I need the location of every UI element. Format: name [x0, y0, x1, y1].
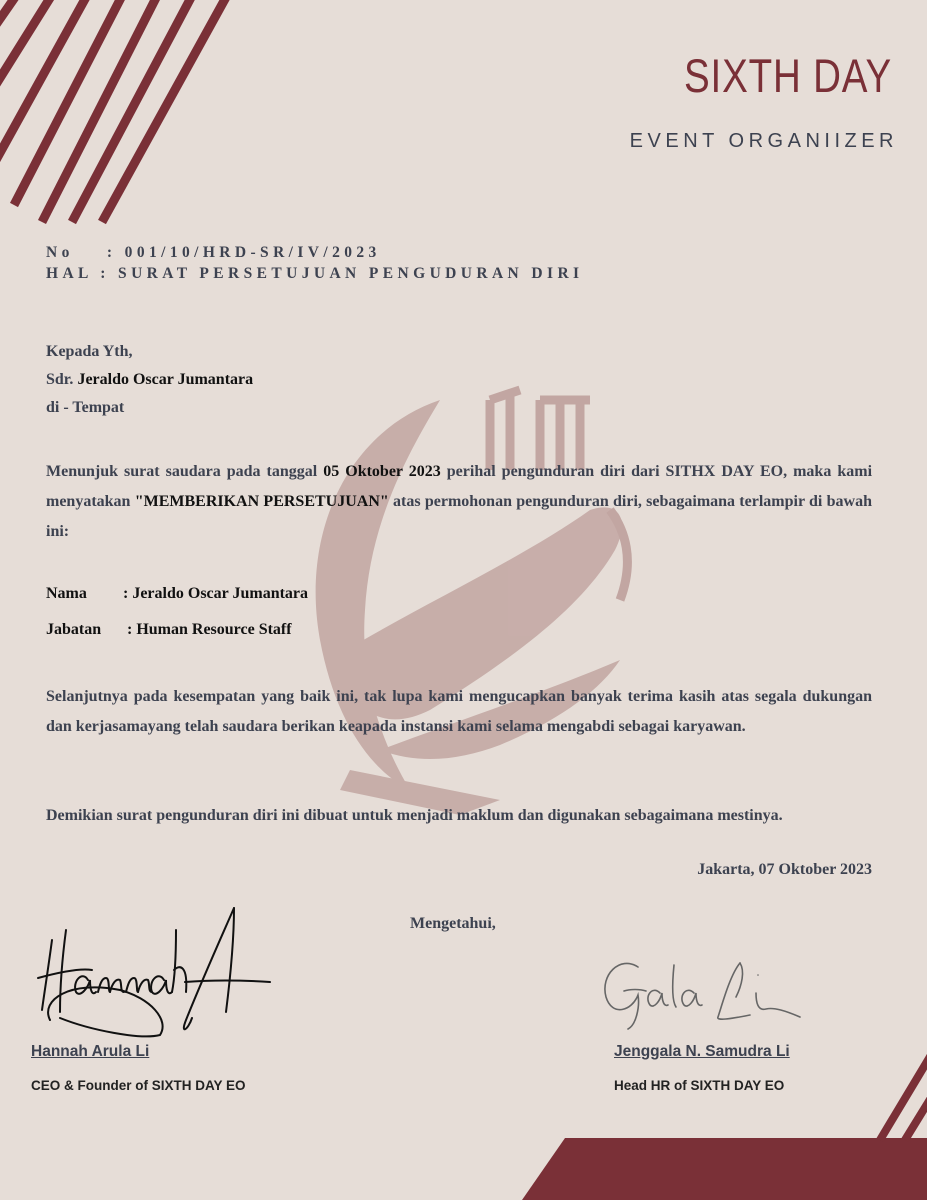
p1-approval-quote: "MEMBERIKAN PERSETUJUAN" [134, 493, 389, 510]
detail-name-label: Nama [46, 585, 87, 602]
brand-name: SIXTH DAY [684, 49, 892, 102]
recipient-greeting: Kepada Yth, [46, 343, 133, 360]
body-paragraph-3: Demikian surat pengunduran diri ini dibuat untuk menjadi maklum dan digunakan sebagaimana mestinya. [46, 807, 783, 824]
signatory-2-title: Head HR of SIXTH DAY EO [614, 1078, 785, 1093]
p1-text-end: atas permohonan pengunduran diri, sebagaimana terlampir di bawah ini: [46, 493, 872, 540]
p1-text-start: Menunjuk surat saudara pada tanggal [46, 463, 324, 480]
signature-gala [590, 945, 830, 1045]
signature-hannah [30, 900, 280, 1050]
body-paragraph-1 [46, 457, 872, 547]
signatory-2-name: Jenggala N. Samudra Li [614, 1043, 790, 1060]
acknowledged-label: Mengetahui, [410, 915, 496, 932]
detail-position-label: Jabatan [46, 621, 102, 638]
recipient-place: di - Tempat [46, 399, 125, 416]
recipient-name: Jeraldo Oscar Jumantara [77, 371, 254, 388]
place-date: Jakarta, 07 Oktober 2023 [697, 861, 872, 878]
detail-name-value: : Jeraldo Oscar Jumantara [123, 585, 309, 602]
detail-position-value: : Human Resource Staff [127, 621, 292, 638]
reference-subject: HAL : SURAT PERSETUJUAN PENGUDURAN DIRI [46, 265, 584, 282]
p1-date: 05 Oktober 2023 [323, 463, 441, 480]
signatory-1-title: CEO & Founder of SIXTH DAY EO [31, 1078, 246, 1093]
reference-number: No : 001/10/HRD-SR/IV/2023 [46, 244, 381, 261]
recipient-prefix: Sdr. [46, 371, 74, 388]
signatory-1-name: Hannah Arula Li [31, 1043, 150, 1060]
p1-text-middle: perihal pengunduran diri dari SITHX DAY EO, maka kami menyatakan [46, 463, 873, 510]
body-paragraph-2: Selanjutnya pada kesempatan yang baik ini, tak lupa kami mengucapkan banyak terima kasih atas segala dukungan dan kerjasamayang telah saudara berikan keapada instansi kami selama mengabdi sebagai karyawan. [46, 688, 872, 735]
watermark-logo [260, 360, 680, 830]
brand-tagline: EVENT ORGANIIZER [629, 130, 898, 152]
recipient-line [46, 371, 253, 389]
